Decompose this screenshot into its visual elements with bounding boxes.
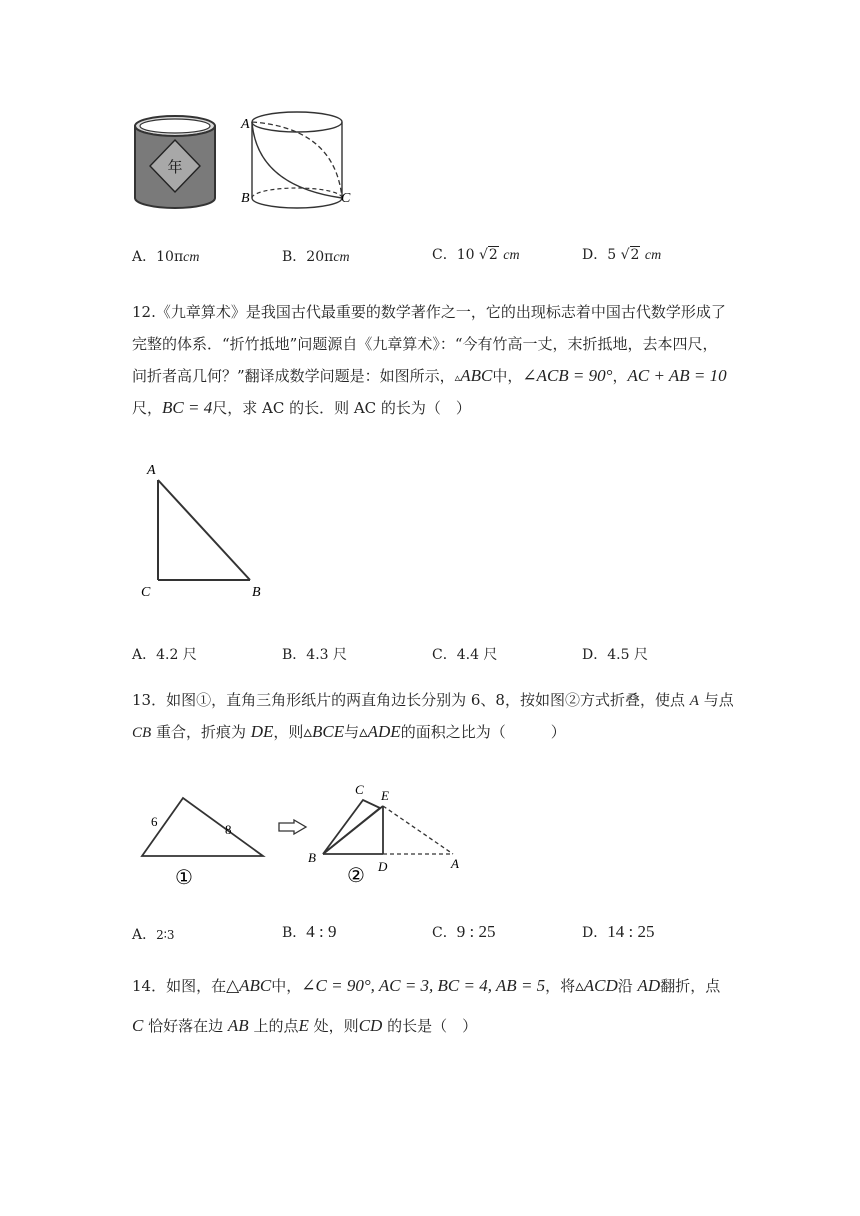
point-B-label: B <box>241 191 250 206</box>
side-8-label: 8 <box>225 822 232 837</box>
point-C-label: C <box>141 585 151 600</box>
q13-option-d[interactable]: D．14 : 25 <box>582 922 655 941</box>
figure-1-number: ① <box>175 867 193 889</box>
q12-option-b[interactable]: B．4.3 尺 <box>282 647 348 663</box>
q13-line-2: CB 重合，折痕为 DE，则▵BCE与▵ADE的面积之比为（ ） <box>132 722 566 741</box>
can-figure <box>130 110 220 210</box>
point-D-label: D <box>378 859 388 874</box>
arrow-icon <box>278 820 308 834</box>
q14-line-2: C 恰好落在边 AB 上的点E 处，则CD 的长是（ ） <box>132 1016 478 1035</box>
q12-line-4: 尺，BC = 4尺，求 AC 的长．则 AC 的长为（ ） <box>132 398 471 417</box>
fold-figure-1 <box>135 790 275 890</box>
q11-option-b[interactable]: B．20πcm <box>282 249 350 265</box>
q11-option-a[interactable]: A．10πcm <box>132 249 200 265</box>
right-triangle-abc-figure <box>138 460 273 600</box>
q11-option-c[interactable]: C．10 √2 cm <box>432 247 520 263</box>
point-C-label: C <box>355 782 364 797</box>
q12-line-3: 问折者高几何？”翻译成数学问题是：如图所示，▵ABC中，∠ACB = 90°，AC + AB = 10 <box>132 366 727 385</box>
q13-option-c[interactable]: C．9 : 25 <box>432 922 496 941</box>
figure-2-number: ② <box>347 865 365 887</box>
q14-line-1: 14．如图，在△ABC中，∠C = 90°, AC = 3, BC = 4, AB = 5，将▵ACD沿 AD翻折，点 <box>132 976 721 995</box>
q12-option-d[interactable]: D．4.5 尺 <box>582 647 648 663</box>
point-A-label: A <box>451 856 459 871</box>
point-E-label: E <box>381 788 389 803</box>
point-B-label: B <box>308 850 316 865</box>
q12-option-a[interactable]: A．4.2 尺 <box>132 647 197 663</box>
q12-line-1: 12.《九章算术》是我国古代最重要的数学著作之一，它的出现标志着中国古代数学形成了 <box>132 303 726 321</box>
q12-option-c[interactable]: C．4.4 尺 <box>432 647 498 663</box>
q13-option-b[interactable]: B．4 : 9 <box>282 922 337 941</box>
q13-line-1: 13．如图①，直角三角形纸片的两直角边长分别为 6、8，按如图②方式折叠，使点 A 与点 <box>132 691 734 709</box>
fold-figure-2 <box>305 778 465 888</box>
point-A-label: A <box>147 463 156 478</box>
point-A-label: A <box>241 117 250 132</box>
q13-option-a[interactable]: A．2∶3 <box>132 927 175 943</box>
point-C-label: C <box>341 191 351 206</box>
q12-line-2: 完整的体系．“折竹抵地”问题源自《九章算术》：“今有竹高一丈，末折抵地，去本四尺， <box>132 335 718 353</box>
q11-option-d[interactable]: D．5 √2 cm <box>582 247 662 263</box>
point-B-label: B <box>252 585 261 600</box>
side-6-label: 6 <box>151 814 158 829</box>
cylinder-path-figure <box>241 108 360 208</box>
can-label: 年 <box>167 160 183 176</box>
